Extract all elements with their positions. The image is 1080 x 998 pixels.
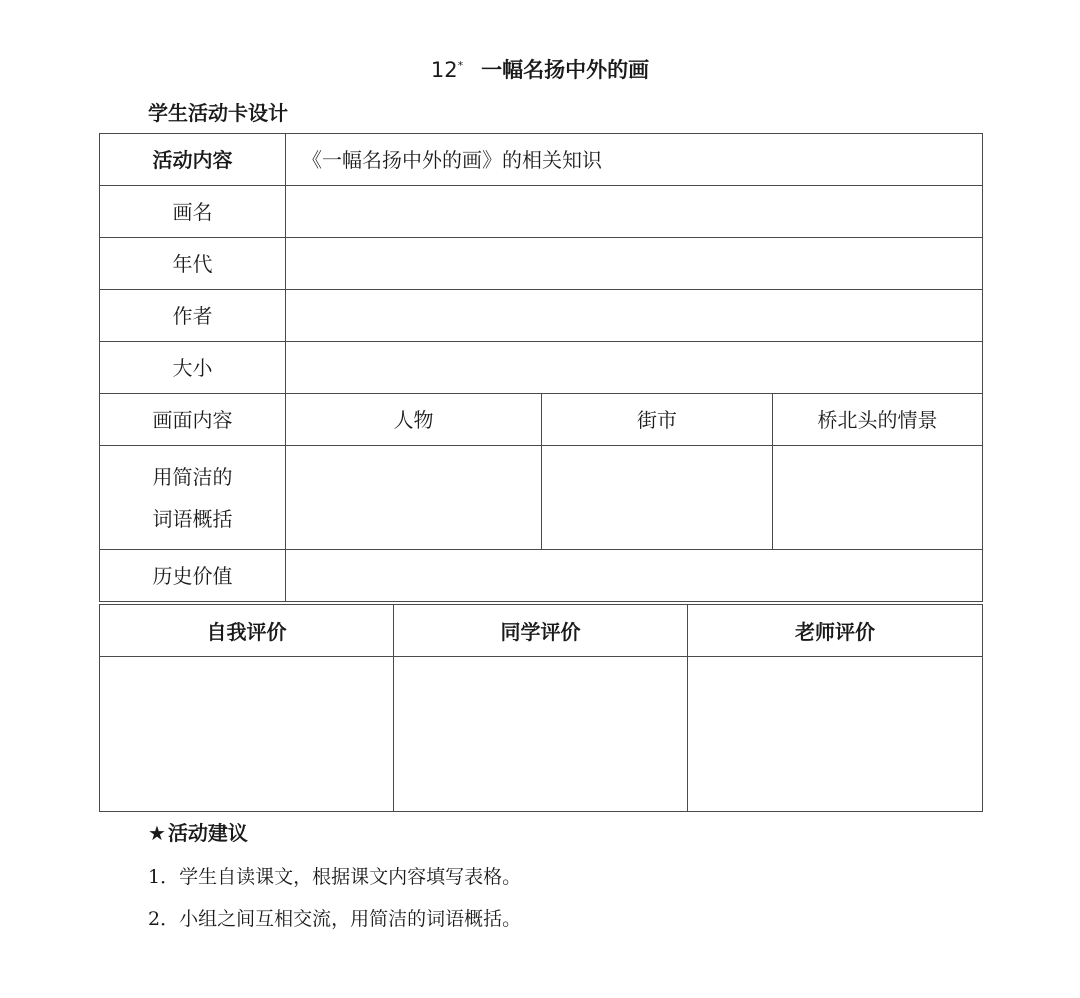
lesson-title: 一幅名扬中外的画 — [481, 58, 650, 82]
era-field[interactable] — [286, 238, 983, 290]
activity-form-table — [99, 133, 983, 602]
content-header-row — [100, 394, 983, 446]
suggestions-title: 活动建议 — [167, 821, 248, 845]
evaluation-table — [99, 604, 983, 812]
form-row-era — [100, 238, 983, 290]
teacher-evaluation-header: 老师评价 — [688, 605, 983, 657]
peer-evaluation-field[interactable] — [394, 657, 688, 812]
activity-label: 活动内容 — [100, 134, 286, 186]
self-evaluation-field[interactable] — [100, 657, 394, 812]
peer-evaluation-header: 同学评价 — [394, 605, 688, 657]
form-row-painting-name — [100, 186, 983, 238]
form-row-author — [100, 290, 983, 342]
author-field[interactable] — [286, 290, 983, 342]
content-column-people: 人物 — [286, 394, 542, 446]
history-label: 历史价值 — [100, 550, 286, 602]
summary-label-line1: 用简洁的 — [152, 464, 233, 489]
evaluation-body-row — [100, 657, 983, 812]
evaluation-header-row — [100, 605, 983, 657]
activity-value: 《一幅名扬中外的画》的相关知识 — [286, 134, 983, 186]
summary-label — [100, 446, 286, 550]
summary-bridge-field[interactable] — [773, 446, 983, 550]
suggestions-heading — [148, 818, 248, 848]
lesson-mark: * — [457, 59, 464, 72]
summary-row — [100, 446, 983, 550]
self-evaluation-header: 自我评价 — [100, 605, 394, 657]
form-row-size — [100, 342, 983, 394]
history-field[interactable] — [286, 550, 983, 602]
card-subtitle: 学生活动卡设计 — [148, 101, 288, 125]
summary-label-line2: 词语概括 — [152, 506, 233, 531]
suggestion-item-2: 2．小组之间互相交流，用简洁的词语概括。 — [148, 908, 522, 930]
content-label: 画面内容 — [100, 394, 286, 446]
summary-street-field[interactable] — [542, 446, 773, 550]
content-column-bridge: 桥北头的情景 — [773, 394, 983, 446]
summary-people-field[interactable] — [286, 446, 542, 550]
size-label: 大小 — [100, 342, 286, 394]
lesson-number: 12* — [430, 58, 464, 82]
size-field[interactable] — [286, 342, 983, 394]
activity-row — [100, 134, 983, 186]
painting-name-field[interactable] — [286, 186, 983, 238]
suggestion-item-1: 1．学生自读课文，根据课文内容填写表格。 — [148, 866, 522, 888]
author-label: 作者 — [100, 290, 286, 342]
history-row — [100, 550, 983, 602]
painting-name-label: 画名 — [100, 186, 286, 238]
teacher-evaluation-field[interactable] — [688, 657, 983, 812]
star-icon: ★ — [148, 821, 166, 845]
page-title — [0, 55, 1080, 85]
content-column-street: 街市 — [542, 394, 773, 446]
era-label: 年代 — [100, 238, 286, 290]
